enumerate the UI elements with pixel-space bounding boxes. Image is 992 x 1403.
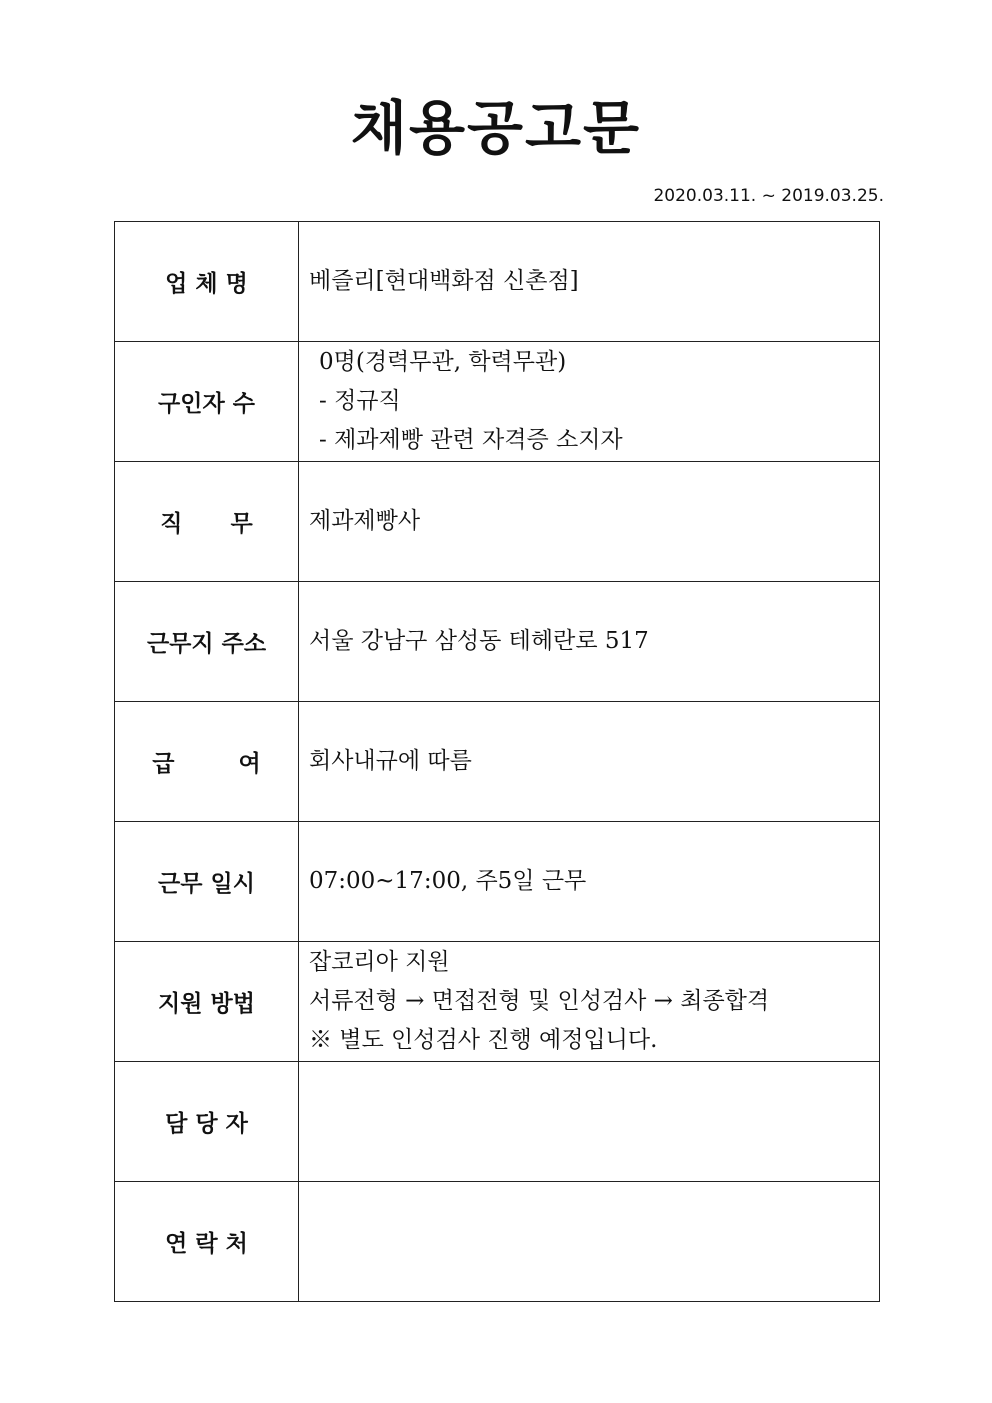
- field-value-salary: [299, 702, 880, 822]
- apply-line: 서류전형 → 면접전형 및 인성검사 → 최종합격: [309, 988, 770, 1014]
- field-value-hours: [299, 822, 880, 942]
- field-label-contact: 연 락 처: [115, 1182, 299, 1302]
- field-value-apply: [299, 942, 880, 1062]
- work-hours: 07:00~17:00, 주5일 근무: [309, 868, 587, 894]
- field-value-address: [299, 582, 880, 702]
- table-row: [115, 702, 880, 822]
- table-row: [115, 342, 880, 462]
- field-value-company: [299, 222, 880, 342]
- table-row: [115, 462, 880, 582]
- field-value-manager: [299, 1062, 880, 1182]
- job-posting-table: [114, 221, 880, 1302]
- field-value-headcount: [299, 342, 880, 462]
- field-label-company: 업 체 명: [115, 222, 299, 342]
- company-name: 베즐리[현대백화점 신촌점]: [309, 268, 579, 294]
- field-label-apply: 지원 방법: [115, 942, 299, 1062]
- headcount-line: - 제과제빵 관련 자격증 소지자: [319, 427, 623, 453]
- field-value-contact: [299, 1182, 880, 1302]
- table-row: [115, 222, 880, 342]
- table-row: [115, 942, 880, 1062]
- table-row: [115, 1062, 880, 1182]
- field-value-job: [299, 462, 880, 582]
- salary-text: 회사내규에 따름: [309, 748, 472, 774]
- table-row: [115, 1182, 880, 1302]
- field-label-salary: 급 여: [115, 702, 299, 822]
- apply-line: 잡코리아 지원: [309, 949, 450, 975]
- field-label-manager: 담 당 자: [115, 1062, 299, 1182]
- headcount-line: 0명(경력무관, 학력무관): [319, 349, 567, 375]
- headcount-line: - 정규직: [319, 388, 401, 414]
- field-label-address: 근무지 주소: [115, 582, 299, 702]
- document-title: 채용공고문: [350, 94, 642, 162]
- table-row: [115, 582, 880, 702]
- field-label-hours: 근무 일시: [115, 822, 299, 942]
- apply-line: ※ 별도 인성검사 진행 예정입니다.: [309, 1027, 658, 1053]
- field-label-job: 직 무: [115, 462, 299, 582]
- posting-period: 2020.03.11. ~ 2019.03.25.: [653, 186, 884, 206]
- job-title: 제과제빵사: [309, 508, 421, 534]
- field-label-headcount: 구인자 수: [115, 342, 299, 462]
- table-row: [115, 822, 880, 942]
- work-address: 서울 강남구 삼성동 테헤란로 517: [309, 628, 649, 654]
